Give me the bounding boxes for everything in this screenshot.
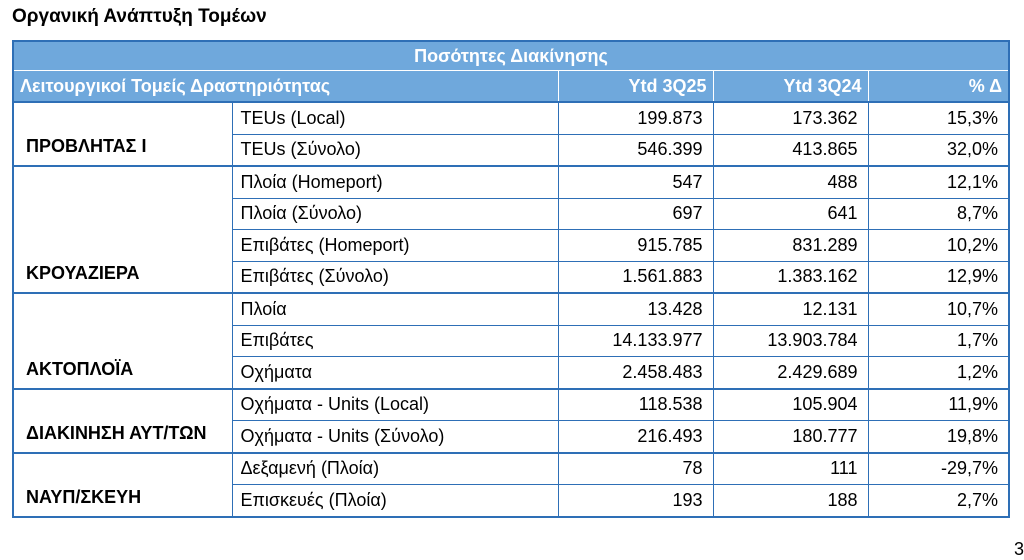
value-ytd-3q25: 199.873 — [558, 102, 713, 134]
value-ytd-3q24: 105.904 — [713, 389, 868, 421]
value-ytd-3q24: 13.903.784 — [713, 325, 868, 357]
value-change: 10,7% — [868, 293, 1009, 325]
value-change: -29,7% — [868, 453, 1009, 485]
page-title: Οργανική Ανάπτυξη Τομέων — [12, 6, 267, 27]
table-body — [13, 102, 1009, 517]
sector-name: ΔΙΑΚΙΝΗΣΗ ΑΥΤ/ΤΩΝ — [13, 389, 232, 453]
row-label: TEUs (Σύνολο) — [232, 134, 558, 166]
row-label: Οχήματα — [232, 357, 558, 389]
table-row — [13, 166, 1009, 198]
row-label: Δεξαμενή (Πλοία) — [232, 453, 558, 485]
row-label: Επισκευές (Πλοία) — [232, 485, 558, 517]
value-change: 1,2% — [868, 357, 1009, 389]
value-ytd-3q25: 14.133.977 — [558, 325, 713, 357]
value-ytd-3q25: 915.785 — [558, 230, 713, 262]
table-row — [13, 453, 1009, 485]
value-ytd-3q24: 2.429.689 — [713, 357, 868, 389]
value-change: 15,3% — [868, 102, 1009, 134]
value-ytd-3q25: 216.493 — [558, 421, 713, 453]
sector-name: ΑΚΤΟΠΛΟΪΑ — [13, 293, 232, 389]
column-header-change: % Δ — [868, 71, 1009, 103]
row-label: Επιβάτες — [232, 325, 558, 357]
value-ytd-3q25: 2.458.483 — [558, 357, 713, 389]
value-ytd-3q24: 488 — [713, 166, 868, 198]
column-header-ytd-3q25: Ytd 3Q25 — [558, 71, 713, 103]
row-label: TEUs (Local) — [232, 102, 558, 134]
table-row — [13, 102, 1009, 134]
row-label: Πλοία — [232, 293, 558, 325]
value-ytd-3q24: 188 — [713, 485, 868, 517]
value-change: 8,7% — [868, 198, 1009, 230]
sector-name: ΝΑΥΠ/ΣΚΕΥΗ — [13, 453, 232, 517]
value-ytd-3q25: 118.538 — [558, 389, 713, 421]
row-label: Πλοία (Homeport) — [232, 166, 558, 198]
page-number: 3 — [1013, 539, 1024, 559]
value-ytd-3q24: 1.383.162 — [713, 261, 868, 293]
row-label: Οχήματα - Units (Σύνολο) — [232, 421, 558, 453]
sector-volumes-table — [12, 40, 1010, 518]
row-label: Πλοία (Σύνολο) — [232, 198, 558, 230]
value-change: 32,0% — [868, 134, 1009, 166]
column-header-sector: Λειτουργικοί Τομείς Δραστηριότητας — [13, 71, 558, 103]
value-change: 19,8% — [868, 421, 1009, 453]
value-ytd-3q25: 193 — [558, 485, 713, 517]
table-row — [13, 293, 1009, 325]
column-header-ytd-3q24: Ytd 3Q24 — [713, 71, 868, 103]
value-change: 2,7% — [868, 485, 1009, 517]
value-change: 12,1% — [868, 166, 1009, 198]
value-ytd-3q25: 697 — [558, 198, 713, 230]
group-header: Ποσότητες Διακίνησης — [13, 41, 1009, 71]
value-ytd-3q24: 831.289 — [713, 230, 868, 262]
sector-name: ΚΡΟΥΑΖΙΕΡΑ — [13, 166, 232, 293]
value-ytd-3q24: 641 — [713, 198, 868, 230]
value-ytd-3q24: 12.131 — [713, 293, 868, 325]
row-label: Επιβάτες (Σύνολο) — [232, 261, 558, 293]
value-change: 11,9% — [868, 389, 1009, 421]
value-ytd-3q25: 78 — [558, 453, 713, 485]
group-header-row — [13, 41, 1009, 71]
value-ytd-3q24: 413.865 — [713, 134, 868, 166]
value-ytd-3q25: 1.561.883 — [558, 261, 713, 293]
row-label: Οχήματα - Units (Local) — [232, 389, 558, 421]
sector-name: ΠΡΟΒΛΗΤΑΣ Ι — [13, 102, 232, 166]
value-ytd-3q24: 111 — [713, 453, 868, 485]
value-ytd-3q25: 547 — [558, 166, 713, 198]
value-ytd-3q24: 180.777 — [713, 421, 868, 453]
value-ytd-3q24: 173.362 — [713, 102, 868, 134]
row-label: Επιβάτες (Homeport) — [232, 230, 558, 262]
value-ytd-3q25: 546.399 — [558, 134, 713, 166]
table-row — [13, 389, 1009, 421]
value-ytd-3q25: 13.428 — [558, 293, 713, 325]
value-change: 10,2% — [868, 230, 1009, 262]
value-change: 12,9% — [868, 261, 1009, 293]
value-change: 1,7% — [868, 325, 1009, 357]
column-header-row — [13, 71, 1009, 103]
